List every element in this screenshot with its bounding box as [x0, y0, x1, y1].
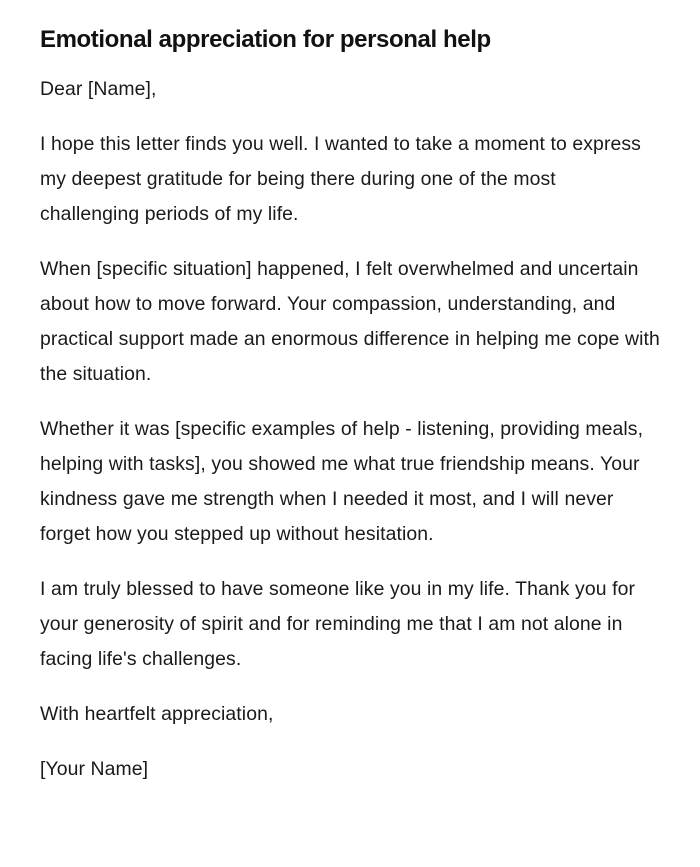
signature: [Your Name] — [40, 758, 149, 780]
salutation: Dear [Name], — [40, 78, 157, 100]
closing-line: With heartfelt appreciation, — [40, 703, 274, 725]
body-paragraph-4: I am truly blessed to have someone like you in my life. Thank you for your generosity of spirit and for reminding me that I am not alone in facing life's challenges. — [40, 578, 636, 670]
body-paragraph-2: When [specific situation] happened, I felt overwhelmed and uncertain about how to move forward. Your compassion, understanding, and practical support made an enormous difference in helping me cope with the situation. — [40, 258, 660, 385]
document-title: Emotional appreciation for personal help — [40, 26, 491, 53]
body-paragraph-1: I hope this letter finds you well. I wanted to take a moment to express my deepest gratitude for being there during one of the most challenging periods of my life. — [40, 133, 641, 225]
body-paragraph-3: Whether it was [specific examples of help - listening, providing meals, helping with tasks], you showed me what true friendship means. Your kindness gave me strength when I needed it most, and I will never forget how you stepped up without hesitation. — [40, 418, 644, 545]
